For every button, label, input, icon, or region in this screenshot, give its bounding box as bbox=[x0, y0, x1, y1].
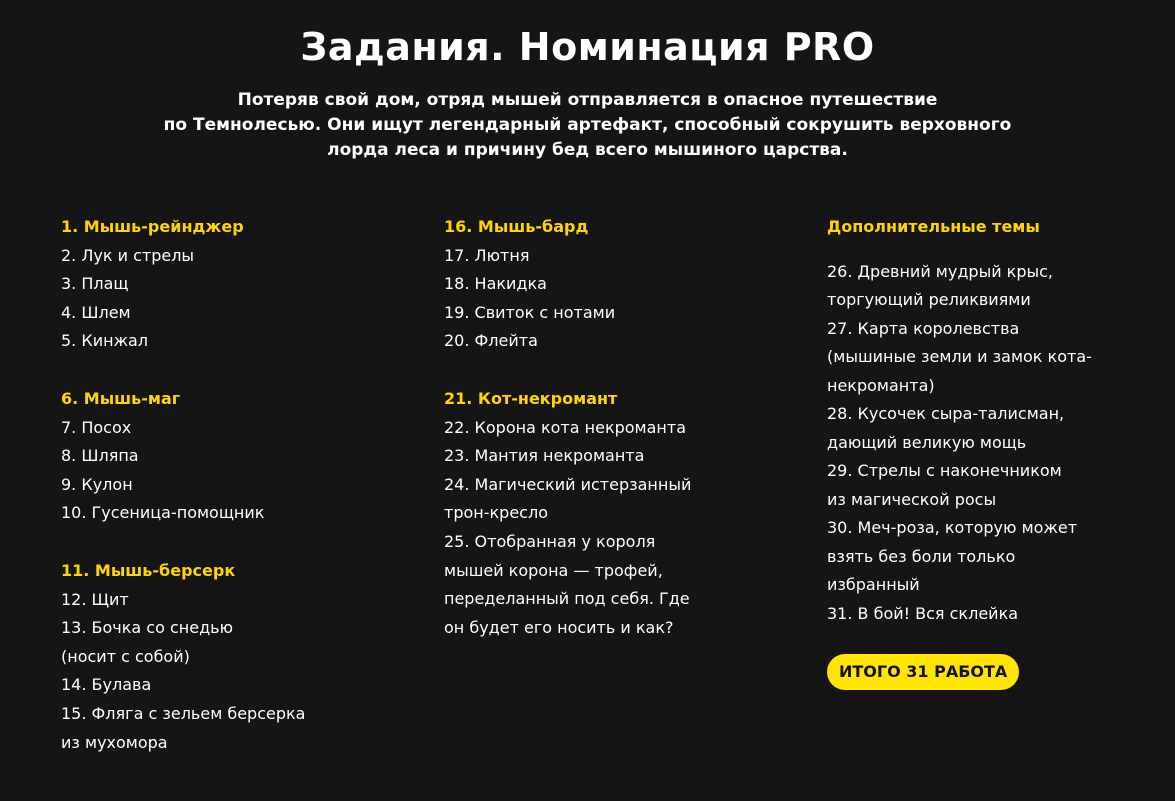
group-heading-mage: 6. Мышь-маг bbox=[61, 388, 181, 408]
task-item: 3. Плащ bbox=[61, 274, 129, 294]
task-item: 8. Шляпа bbox=[61, 446, 139, 466]
tasks-column-right bbox=[827, 213, 1167, 690]
task-item: дающий великую мощь bbox=[827, 432, 1027, 452]
task-item: 10. Гусеница-помощник bbox=[61, 503, 265, 523]
task-item: 17. Лютня bbox=[444, 245, 530, 265]
task-item: 26. Древний мудрый крыс, bbox=[827, 261, 1054, 281]
task-item: 14. Булава bbox=[61, 675, 152, 695]
task-item: 24. Магический истерзанный bbox=[444, 474, 692, 494]
task-item: 12. Щит bbox=[61, 589, 129, 609]
task-item: 19. Свиток с нотами bbox=[444, 302, 616, 322]
task-item: 22. Корона кота некроманта bbox=[444, 417, 687, 437]
group-heading-necromancer: 21. Кот-некромант bbox=[444, 388, 618, 408]
task-item: 4. Шлем bbox=[61, 302, 131, 322]
task-item: мышей корона — трофей, bbox=[444, 560, 663, 580]
total-badge: ИТОГО 31 РАБОТА bbox=[827, 654, 1019, 690]
intro-line: лорда леса и причину бед всего мышиного царства. bbox=[327, 140, 848, 160]
task-item: переделанный под себя. Где bbox=[444, 589, 690, 609]
task-item: (носит с собой) bbox=[61, 646, 190, 666]
task-item: из магической росы bbox=[827, 489, 997, 509]
task-item: 28. Кусочек сыра-талисман, bbox=[827, 404, 1065, 424]
task-item: (мышиные земли и замок кота- bbox=[827, 347, 1092, 367]
intro-line: по Темнолесью. Они ищут легендарный артефакт, способный сокрушить верховного bbox=[163, 115, 1012, 135]
task-item: 7. Посох bbox=[61, 417, 132, 437]
task-item: из мухомора bbox=[61, 732, 168, 752]
task-item: 25. Отобранная у короля bbox=[444, 531, 656, 551]
task-item: 5. Кинжал bbox=[61, 331, 149, 351]
task-item: 2. Лук и стрелы bbox=[61, 245, 195, 265]
task-item: 23. Мантия некроманта bbox=[444, 446, 645, 466]
task-item: трон-кресло bbox=[444, 503, 548, 523]
group-heading-extra: Дополнительные темы bbox=[827, 217, 1040, 236]
group-heading-bard: 16. Мышь-бард bbox=[444, 217, 589, 236]
tasks-column-left bbox=[61, 213, 421, 757]
task-item: 15. Фляга с зельем берсерка bbox=[61, 703, 306, 723]
task-item: он будет его носить и как? bbox=[444, 617, 674, 637]
task-item: избранный bbox=[827, 575, 920, 595]
task-item: торгующий реликвиями bbox=[827, 290, 1031, 310]
task-item: 29. Стрелы с наконечником bbox=[827, 461, 1062, 481]
task-item: 31. В бой! Вся склейка bbox=[827, 603, 1019, 623]
task-item: 9. Кулон bbox=[61, 474, 133, 494]
page-title: Задания. Номинация PRO bbox=[300, 25, 875, 69]
task-item: взять без боли только bbox=[827, 546, 1016, 566]
task-item: 13. Бочка со снедью bbox=[61, 618, 234, 638]
intro-text bbox=[80, 88, 1095, 163]
group-heading-berserker: 11. Мышь-берсерк bbox=[61, 560, 236, 580]
task-item: 27. Карта королевства bbox=[827, 318, 1020, 338]
intro-line: Потеряв свой дом, отряд мышей отправляется в опасное путешествие bbox=[237, 90, 938, 110]
task-item: некроманта) bbox=[827, 375, 935, 395]
task-item: 18. Накидка bbox=[444, 274, 547, 294]
task-item: 30. Меч-роза, которую может bbox=[827, 518, 1078, 538]
group-heading-ranger: 1. Мышь-рейнджер bbox=[61, 217, 244, 236]
task-item: 20. Флейта bbox=[444, 331, 538, 351]
tasks-column-middle bbox=[444, 213, 804, 642]
